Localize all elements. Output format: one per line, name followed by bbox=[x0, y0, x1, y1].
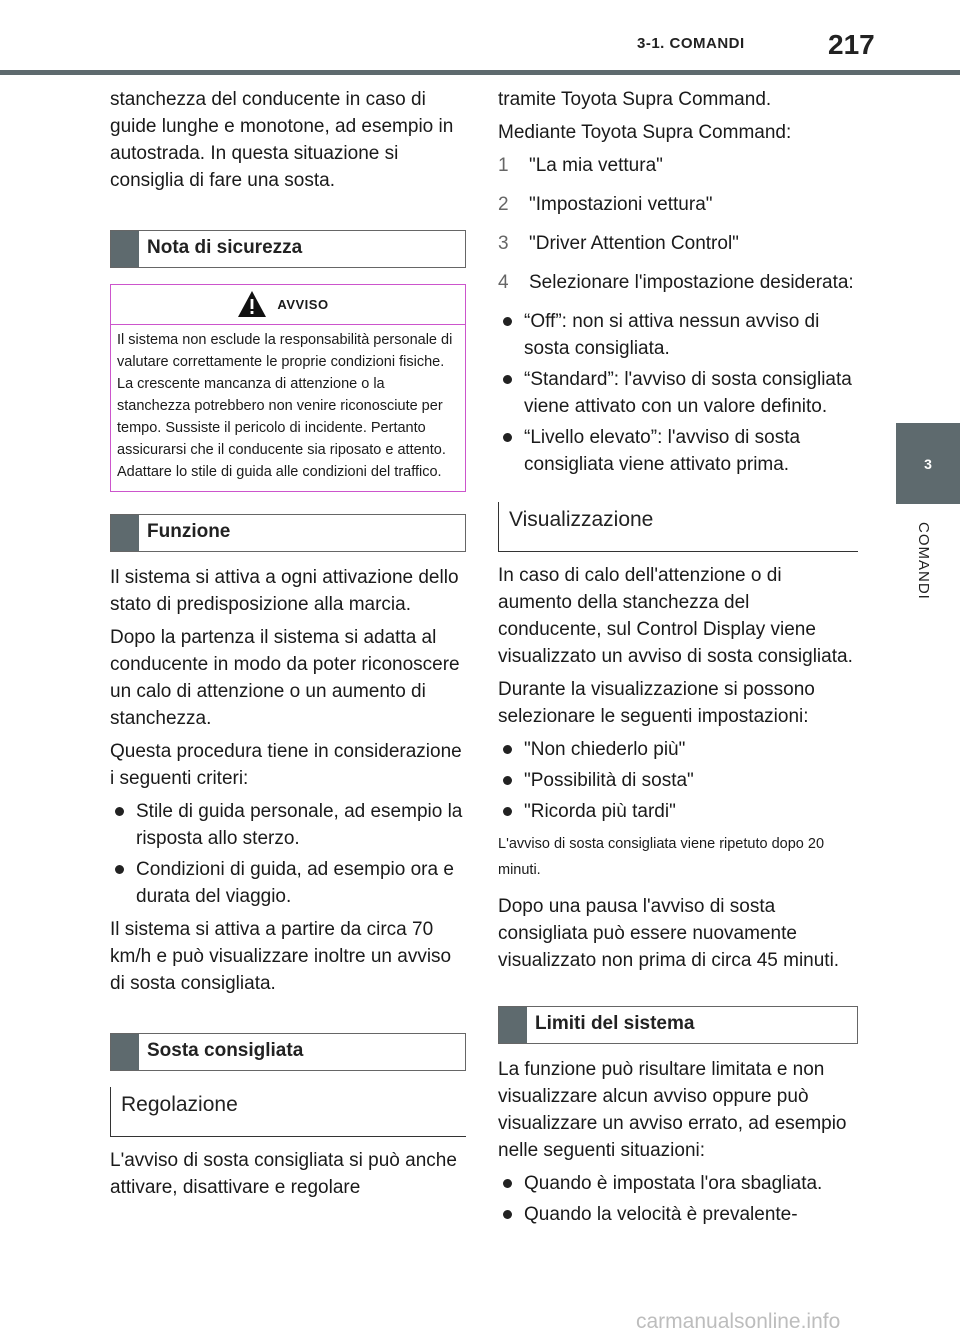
limits-heading: Limiti del sistema bbox=[498, 1006, 858, 1044]
list-item: Stile di guida personale, ad esempio la risposta allo sterzo. bbox=[110, 798, 466, 852]
display-paragraph-2: Durante la visualizzazione si possono selezionare le seguenti impostazioni: bbox=[498, 679, 815, 727]
intro-paragraph: stanchezza del conducente in caso di guide lunghe e monotone, ad esempio in autostrada. In questa situazione si consiglia di fare una sosta. bbox=[110, 89, 454, 191]
left-column bbox=[110, 86, 466, 1207]
watermark: carmanualsonline.info bbox=[636, 1310, 841, 1333]
chapter-tab: 3 bbox=[896, 423, 960, 504]
warning-triangle-icon bbox=[237, 290, 267, 318]
repeat-note: L'avviso di sosta consigliata viene ripetuto dopo 20 minuti. bbox=[498, 836, 825, 878]
step-item: 4 Selezionare l'impostazione desiderata: bbox=[498, 272, 854, 293]
warning-title: AVVISO bbox=[277, 297, 329, 312]
display-paragraph-1: In caso di calo dell'attenzione o di aumento della stanchezza del conducente, sul Control Display viene visualizzato un avviso di sosta consigliata. bbox=[498, 565, 853, 667]
header-rule bbox=[0, 70, 960, 75]
limits-paragraph: La funzione può risultare limitata e non visualizzare alcun avviso oppure può visualizzare un avviso errato, ad esempio nelle seguenti situazioni: bbox=[498, 1059, 847, 1161]
right-column bbox=[498, 86, 858, 1234]
steps-list bbox=[498, 152, 858, 296]
list-item: "Possibilità di sosta" bbox=[498, 767, 858, 794]
function-paragraph-2: Dopo la partenza il sistema si adatta al conducente in modo da poter riconoscere un calo di attenzione o un aumento di stanchezza. bbox=[110, 627, 460, 729]
step-item: 1 "La mia vettura" bbox=[498, 155, 663, 176]
settings-list bbox=[498, 736, 858, 825]
function-paragraph-1: Il sistema si attiva a ogni attivazione dello stato di predisposizione alla marcia. bbox=[110, 567, 459, 615]
function-paragraph-3: Questa procedura tiene in considerazione i seguenti criteri: bbox=[110, 741, 462, 789]
safety-heading: Nota di sicurezza bbox=[110, 230, 466, 268]
list-item: "Non chiederlo più" bbox=[498, 736, 858, 763]
list-item: "Ricorda più tardi" bbox=[498, 798, 858, 825]
right-paragraph-1: tramite Toyota Supra Command. bbox=[498, 89, 772, 110]
adjust-paragraph: L'avviso di sosta consigliata si può anche attivare, disattivare e regolare bbox=[110, 1150, 457, 1198]
warning-box bbox=[110, 284, 466, 492]
list-item: “Standard”: l'avviso di sosta consigliata viene attivato con un valore definito. bbox=[498, 366, 858, 420]
step-item: 2 "Impostazioni vettura" bbox=[498, 194, 713, 215]
page-number: 217 bbox=[828, 29, 875, 60]
list-item: Quando è impostata l'ora sbagliata. bbox=[498, 1170, 858, 1197]
list-item: Quando la velocità è prevalente- bbox=[498, 1201, 858, 1228]
options-list bbox=[498, 308, 858, 478]
rest-heading: Sosta consigliata bbox=[110, 1033, 466, 1071]
display-paragraph-3: Dopo una pausa l'avviso di sosta consigliata può essere nuovamente visualizzato non prima di circa 45 minuti. bbox=[498, 896, 840, 971]
list-item: “Livello elevato”: l'avviso di sosta consigliata viene attivato prima. bbox=[498, 424, 858, 478]
warning-text: Il sistema non esclude la responsabilità personale di valutare correttamente le proprie condizioni fisiche. La crescente mancanza di attenzione o la stanchezza potrebbero non venire riconosciute per tempo. Sussiste il pericolo di incidente. Pertanto assicurarsi che il conducente sia riposato e attento. Adattare lo stile di guida alle condizioni del traffico. bbox=[117, 332, 453, 480]
right-paragraph-2: Mediante Toyota Supra Command: bbox=[498, 122, 792, 143]
step-item: 3 "Driver Attention Control" bbox=[498, 233, 739, 254]
chapter-side-label: COMANDI bbox=[915, 522, 932, 600]
adjust-subheading: Regolazione bbox=[110, 1087, 466, 1137]
running-header: 3-1. COMANDI bbox=[637, 35, 745, 52]
list-item: “Off”: non si attiva nessun avviso di sosta consigliata. bbox=[498, 308, 858, 362]
function-heading: Funzione bbox=[110, 514, 466, 552]
function-paragraph-4: Il sistema si attiva a partire da circa 70 km/h e può visualizzare inoltre un avviso di sosta consigliata. bbox=[110, 919, 452, 994]
display-subheading: Visualizzazione bbox=[498, 502, 858, 552]
criteria-list bbox=[110, 798, 466, 910]
list-item: Condizioni di guida, ad esempio ora e durata del viaggio. bbox=[110, 856, 466, 910]
situations-list bbox=[498, 1170, 858, 1228]
